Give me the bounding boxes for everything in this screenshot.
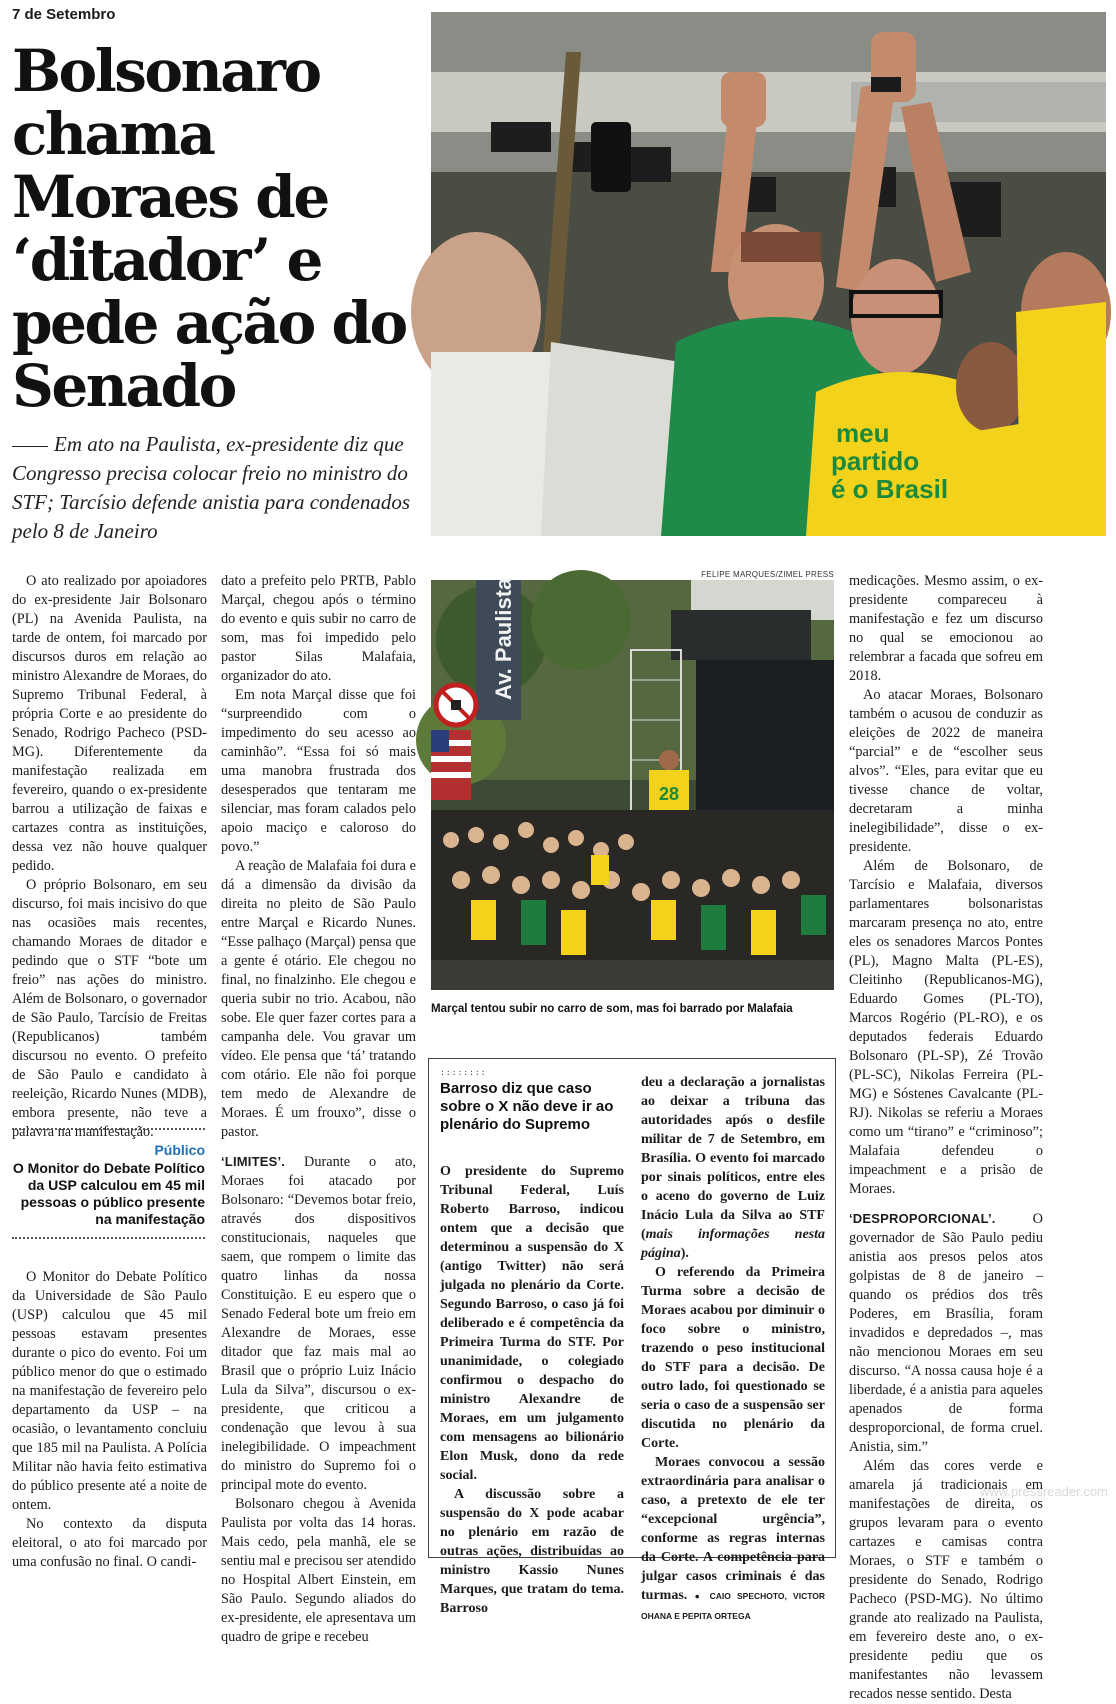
paragraph: Bolsonaro chegou à Avenida Paulista por volta das 14 horas. Mais cedo, pela manhã, ele se sentiu mal e precisou ser atendido no Hospital Albert Einstein, em São Paulo. Segundo aliados do ex-presidente, ele apresentava um quadro de gripe e recebeu bbox=[221, 1496, 416, 1645]
section-label: 7 de Setembro bbox=[12, 6, 116, 23]
paragraph: Ao atacar Moraes, Bolsonaro também o acusou de conduzir as eleições de 2022 de maneira “parcial” e de “escolher seus alvos”. “Eles, para evitar que eu tivesse chance de voltar, decretaram a minha inelegibilidade”, disse o ex-presidente. bbox=[849, 687, 1043, 855]
column-1-continued bbox=[12, 1268, 207, 1572]
paragraph: dato a prefeito pelo PRTB, Pablo Marçal, chegou após o término do evento e quis subir no carro de som, mas foi impedido pelo pastor Silas Malafaia, organizador do ato. bbox=[221, 573, 416, 684]
paragraph-text: Durante o ato, Moraes foi atacado por Bolsonaro: “Devemos botar freio, através dos dispositivos constitucionais, naqueles que saem, que rompem o limite das quatro linhas da nossa Constituição. E eu espero que o Senado Federal bote um freio em Alexandre de Moraes, esse ditador que faz mais mal ao Brasil que o próprio Luiz Inácio Lula da Silva”, discursou o ex-presidente, que criticou a condenação que levou à sua inelegibilidade. O impeachment do ministro do Supremo foi o principal mote do evento. bbox=[221, 1154, 417, 1493]
public-headline: O Monitor do Debate Político da USP calculou em 45 mil pessoas o público presente na manifestação bbox=[12, 1160, 205, 1227]
jersey-number: 28 bbox=[659, 784, 680, 804]
column-2 bbox=[221, 572, 416, 1647]
paragraph: medicações. Mesmo assim, o ex-presidente compareceu à manifestação e fez um discurso no qual se emocionou ao relembrar a facada que sofreu em 2018. bbox=[849, 573, 1043, 684]
paragraph bbox=[221, 1152, 416, 1495]
shirt-text-1: meu bbox=[836, 418, 890, 448]
divider bbox=[12, 1128, 205, 1130]
paragraph bbox=[641, 1073, 825, 1263]
street-sign: Av. Paulista bbox=[491, 577, 516, 700]
deck-text: Em ato na Paulista, ex-presidente diz que Congresso precisa colocar freio no ministro do STF; Tarcísio defende anistia para condenados pelo 8 de Janeiro bbox=[12, 432, 411, 543]
photo-caption: Marçal tentou subir no carro de som, mas foi barrado por Malafaia bbox=[431, 1003, 793, 1015]
photo-credit: FELIPE MARQUES/ZIMEL PRESS bbox=[701, 570, 834, 579]
paragraph bbox=[849, 1209, 1043, 1457]
paragraph: O Monitor do Debate Político da Universidade de São Paulo (USP) calculou que 45 mil pessoas estavam presentes durante o pico do evento. Foi um público menor do que o estimado na manifestação de fevereiro pelo departamento da USP – na ocasião, o levantamento concluiu que 185 mil na Paulista. A Polícia Militar não havia feito estimativa do público presente até a noite de ontem. bbox=[12, 1269, 207, 1513]
paragraph: A discussão sobre a suspensão do X pode acabar no plenário em razão de outras ações, distribuídas ao ministro Kassio Nunes Marques, que tratam do tema. Barroso bbox=[440, 1487, 624, 1616]
subhead-limites: ‘LIMITES’. bbox=[221, 1154, 286, 1169]
paragraph: O próprio Bolsonaro, em seu discurso, foi mais incisivo do que nas ocasiões mais recentes, chamando Moraes de ditador e pedindo que o STF “bote um freio” nas ações do ministro. Além de Bolsonaro, o governador de São Paulo, Tarcísio de Freitas (Republicanos) também discursou no evento. O prefeito de São Paulo e candidato à reeleição, Ricardo Nunes (MDB), embora presente, não teve a palavra na manifestação. bbox=[12, 877, 207, 1140]
headline: Bolsonaro chama Moraes de ‘ditador’ e pede ação do Senado bbox=[12, 37, 406, 420]
public-label: Público bbox=[154, 1142, 205, 1158]
paragraph: O referendo da Primeira Turma sobre a decisão de Moraes acabou por diminuir o foco sobre o ministro, trazendo o peso institucional do STF para a decisão. De outro lado, foi questionado se seria o caso de a suspensão ser discutida no plenário da Corte. bbox=[641, 1265, 825, 1451]
paragraph bbox=[641, 1453, 825, 1626]
column-1 bbox=[12, 572, 207, 1142]
paragraph-text: Moraes convocou a sessão extraordinária para analisar o caso, a pretexto de ele ter “excepcional urgência”, conforme as regras internas da Corte. A competência para julgar casos criminais é das turmas. bbox=[641, 1455, 825, 1603]
divider bbox=[12, 1237, 205, 1239]
box-headline: Barroso diz que caso sobre o X não deve ir ao plenário do Supremo bbox=[440, 1080, 614, 1133]
shirt-text-3: é o Brasil bbox=[831, 474, 949, 504]
paragraph: O presidente do Supremo Tribunal Federal, Luís Roberto Barroso, indicou ontem que a decisão que determinou a suspensão do X (antigo Twitter) não será julgada no plenário da Corte. Segundo Barroso, o caso já foi deliberado e é competência da Primeira Turma do STF. Por unanimidade, o colegiado confirmou o despacho do ministro Alexandre de Moraes, em um julgamento com mensagens ao bilionário Elon Musk, dono da rede social. bbox=[440, 1164, 624, 1483]
column-5 bbox=[849, 572, 1043, 1704]
deck bbox=[12, 430, 420, 546]
paragraph: Em nota Marçal disse que foi “surpreendido com o impedimento do seu acesso ao caminhão”. “Essa foi só mais uma manobra frustrada dos desesperados que tentaram me silenciar, mas foram calados pelo apoio maciço e caloroso do povo.” bbox=[221, 687, 416, 855]
paragraph: O ato realizado por apoiadores do ex-presidente Jair Bolsonaro (PL) na Avenida Paulista, na tarde de ontem, foi marcado por discursos duros em relação ao ministro Alexandre de Moraes, do Supremo Tribunal Federal, à própria Corte e ao presidente do Senado, Rodrigo Pacheco (PSD-MG). Diferentemente da manifestação realizada em fevereiro, quando o ex-presidente barrou a utilização de faixas e cartazes contra as instituições, dessa vez não houve qualquer pedido. bbox=[12, 573, 207, 874]
paragraph: No contexto da disputa eleitoral, o ato foi marcado por uma confusão no final. O candi- bbox=[12, 1516, 207, 1570]
box-column-2 bbox=[641, 1073, 825, 1626]
subhead-desproporcional: ‘DESPROPORCIONAL’. bbox=[849, 1211, 996, 1226]
shirt-text-2: partido bbox=[831, 446, 920, 476]
paragraph: A reação de Malafaia foi dura e dá a dimensão da divisão da direita no pleito de São Paulo entre Marçal e Ricardo Nunes. “Esse palhaço (Marçal) pensa que a gente é otário. Ele chegou no final, no finalzinho. Ele chegou e queria subir no trio. Acabou, não sobe. Ele quer fazer cortes para a campanha dele. Vou gravar um vídeo. Ele pensa que ‘tá’ tratando com otário. Ele não foi porque tem medo de Alexandre de Moraes. É um frouxo”, disse o pastor. bbox=[221, 858, 416, 1140]
main-photo bbox=[431, 12, 1106, 536]
byline: ● CAIO SPECHOTO, VICTOR OHANA E PEPITA ORTEGA bbox=[641, 1591, 825, 1621]
paragraph-text: ). bbox=[680, 1246, 689, 1261]
box-dots: :::::::: bbox=[440, 1068, 487, 1077]
paragraph-text: deu a declaração a jornalistas ao deixar a tribuna das autoridades após o desfile militar de 7 de Setembro, em Brasília. O evento foi marcado por sinais políticos, entre eles o aceno do governo de Luiz Inácio Lula da Silva ao STF ( bbox=[641, 1075, 825, 1242]
paragraph-text: O governador de São Paulo pediu anistia aos presos pelos atos golpistas de 8 de janeiro – quando os prédios dos três Poderes, em Brasília, foram invadidos e depredados –, mas não mencionou Moraes em seu discurso. “A nossa causa hoje é a liberdade, é a anistia para aqueles apenados de forma desproporcional, de forma cruel. Anistia, sim.” bbox=[849, 1211, 1043, 1455]
deck-rule bbox=[12, 446, 48, 447]
box-column-1 bbox=[440, 1162, 624, 1618]
watermark: www.pressreader.com bbox=[980, 1484, 1108, 1499]
second-photo bbox=[431, 577, 834, 990]
paragraph: Além de Bolsonaro, de Tarcísio e Malafaia, diversos parlamentares bolsonaristas marcaram presença no ato, entre eles os senadores Marcos Pontes (PL), Magno Malta (PL-ES), Cleitinho (Republicanos-MG), Eduardo Gomes (PL-TO), Marcos Rogério (PL-RO), e os deputados federais Eduardo Bolsonaro (PL-SP), Zé Trovão (PL-SC), Nikolas Ferreira (PL-MG) e Sóstenes Cavalcante (PL-RJ). Nikolas se referiu a Moraes como um “tirano” e “criminoso”; Malafaia defendeu o impeachment e a prisão de Moraes. bbox=[849, 858, 1043, 1197]
reference-text: mais informações nesta página bbox=[641, 1227, 825, 1261]
paragraph: Além das cores verde e amarela já tradicionais em manifestações de direita, os grupos levaram para o evento cartazes e camisas contra Moraes, o STF e também o presidente do Senado, Rodrigo Pacheco (PSD-MG). No último grande ato realizado na Paulista, em fevereiro deste ano, o ex-presidente pediu que os manifestantes não levassem recados nesse sentido. Desta bbox=[849, 1458, 1043, 1702]
